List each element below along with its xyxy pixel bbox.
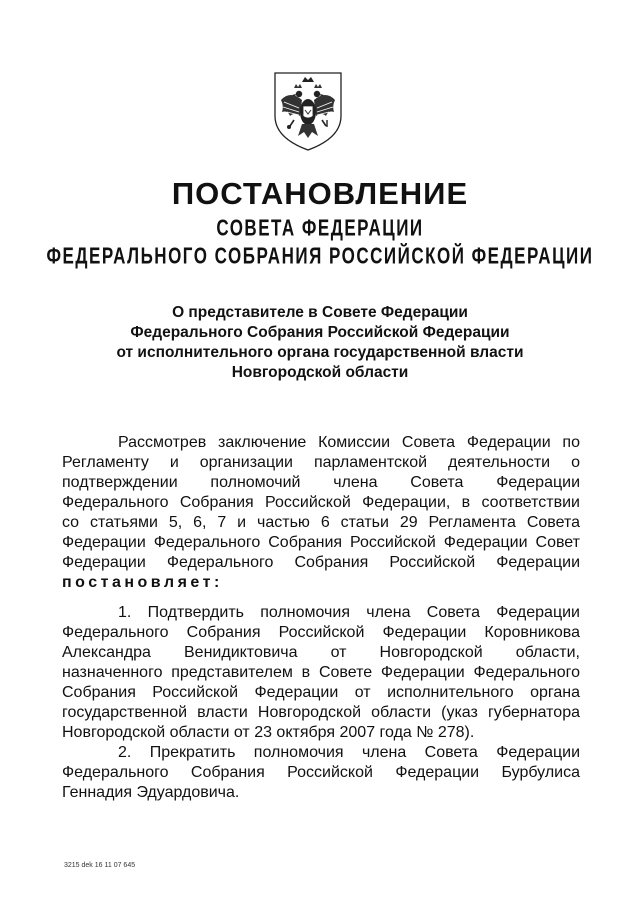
subject-line: от исполнительного органа государственной власти [116,344,524,361]
subject-line: Новгородской области [231,364,409,381]
footer-code: 3215 dek 16 11 07 645 [64,862,136,869]
text-line: Федерации Федерального Собрания Российской Федерации Совет [62,534,580,551]
text-line: Собрания Российской Федерации от исполнительного органа [62,684,580,701]
text-line: Геннадия Эдуардовича. [62,784,240,801]
text-line: 1. Подтвердить полномочия члена Совета Федерации [118,604,580,621]
state-emblem [272,70,344,154]
paragraph-item-1 [62,603,580,743]
double-headed-eagle-emblem-icon [272,70,344,154]
issuer-line-2: ФЕДЕРАЛЬНОГО СОБРАНИЯ РОССИЙСКОЙ ФЕДЕРАЦИИ [46,243,594,269]
paragraph-item-2 [62,743,580,803]
decree-word: постановляет: [62,574,223,591]
text-line: Федерального Собрания Российской Федерации Коровникова [62,624,580,641]
text-line: Федерального Собрания Российской Федерации Бурбулиса [62,764,580,781]
subject-line: О представителе в Совете Федерации [172,304,468,321]
text-line: со статьями 5, 6, 7 и частью 6 статьи 29 Регламента Совета [62,514,580,531]
text-line: 2. Прекратить полномочия члена Совета Федерации [118,744,580,761]
text-line: Федерации Федерального Собрания Российской Федерации [62,554,580,571]
document-title: ПОСТАНОВЛЕНИЕ [171,176,469,211]
document-subject [80,303,560,383]
text-line: Новгородской области от 23 октября 2007 года № 278). [62,724,475,741]
text-line: Регламенту и организации парламентской деятельности о [62,454,580,471]
text-line: подтверждении полномочий члена Совета Федерации [62,474,580,491]
text-line: государственной власти Новгородской области (указ губернатора [62,704,580,721]
text-line: Александра Венидиктовича от Новгородской области, [62,644,580,661]
text-line: Федерального Собрания Российской Федерации, в соответствии [62,494,580,511]
subject-line: Федерального Собрания Российской Федерации [130,324,510,341]
issuer-line-1: СОВЕТА ФЕДЕРАЦИИ [216,215,424,241]
paragraph-preamble [62,433,580,593]
text-line: назначенного представителем в Совете Федерации Федерального [62,664,580,681]
text-line: Рассмотрев заключение Комиссии Совета Федерации по [118,434,580,451]
